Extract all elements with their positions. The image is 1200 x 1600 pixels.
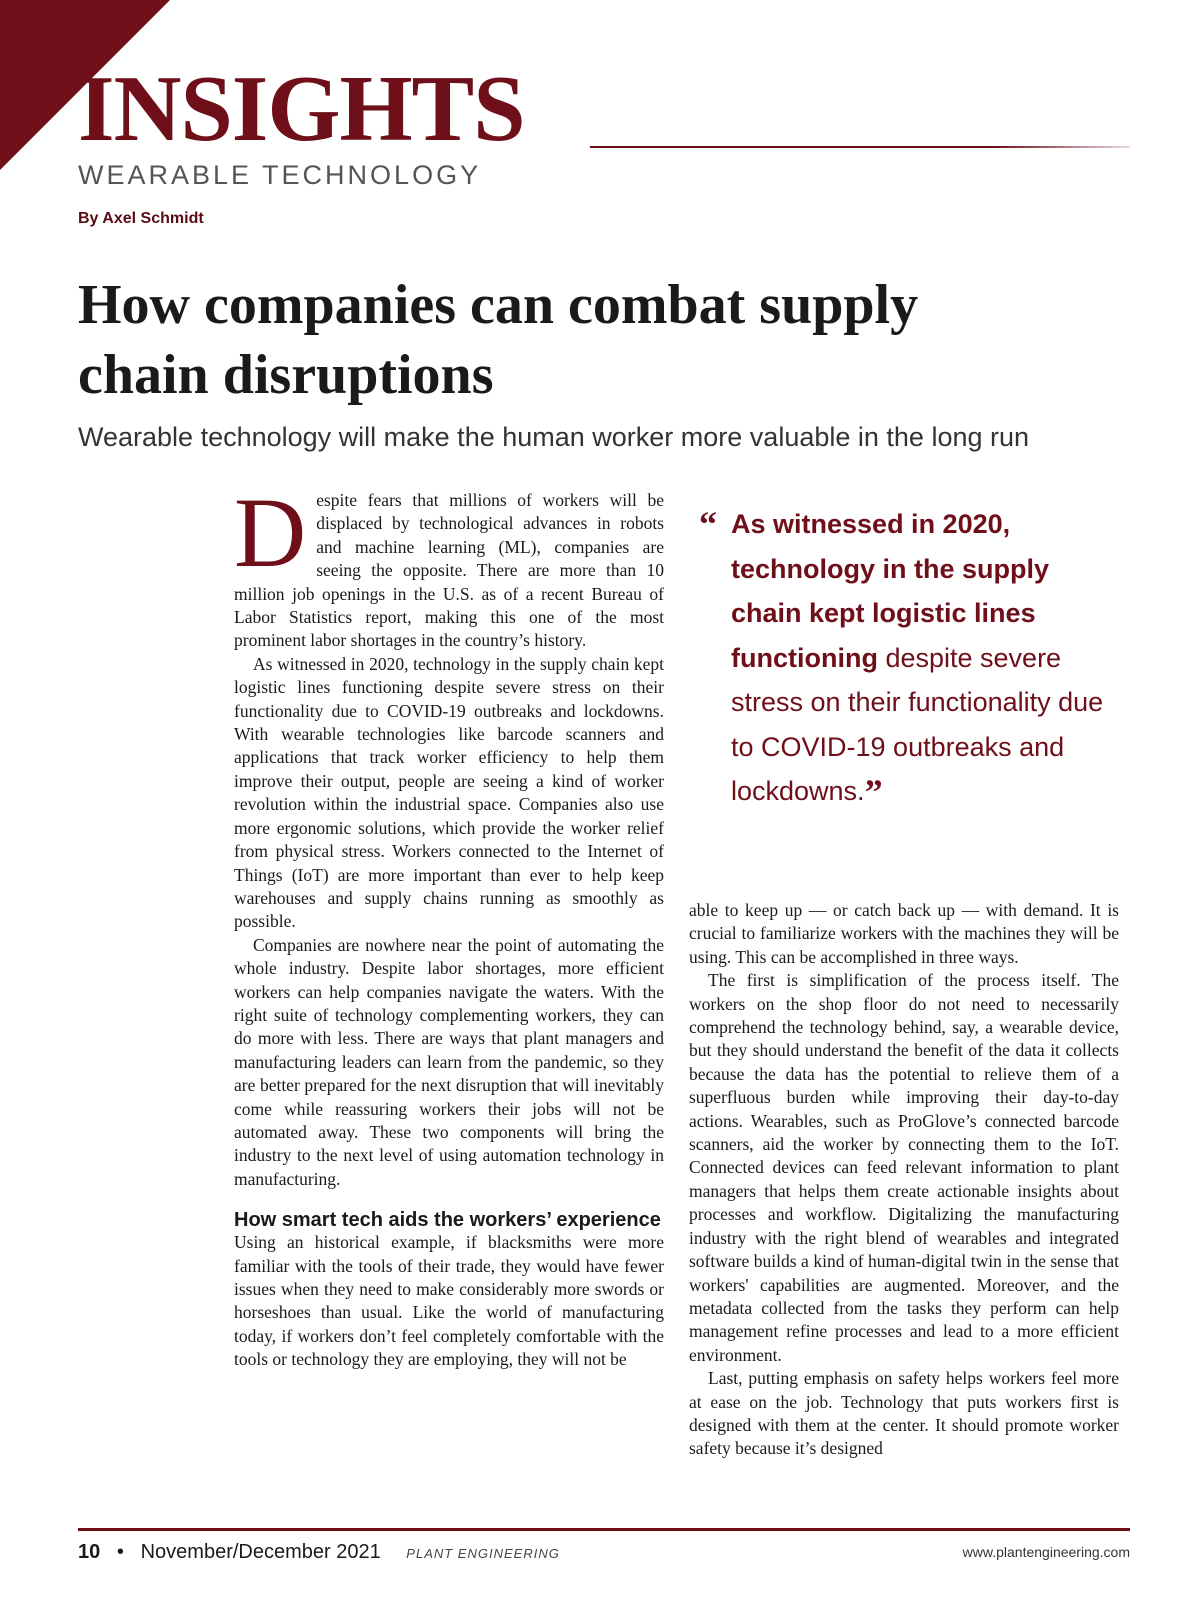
paragraph-7: Last, putting emphasis on safety helps workers feel more at ease on the job. Technology that puts workers first is designed with them at the center. It should promote worker safety because it’s designed	[689, 1368, 1119, 1459]
website-link[interactable]: www.plantengineering.com	[962, 1544, 1130, 1560]
page-number: 10	[78, 1541, 101, 1563]
page-footer	[78, 1541, 1130, 1565]
byline: By Axel Schmidt	[78, 210, 204, 227]
pull-quote-regular: despite severe stress on their functionality due to COVID-19 outbreaks and lockdowns.	[731, 642, 1104, 806]
close-quote-mark: ”	[864, 772, 883, 812]
article-subhead: How smart tech aids the workers’ experience	[234, 1209, 661, 1232]
pull-quote-text	[705, 502, 1125, 814]
paragraph-6: The first is simplification of the process itself. The workers on the shop floor do not need to necessarily comprehend the technology behind, say, a wearable device, but they should understand the benefit of the data it collects because the data has the potential to relieve them of a superfluous burden while improving their day-to-day actions. Wearables, such as ProGlove’s connected barcode scanners, aid the worker by connecting them to the IoT. Connected devices can feed relevant information to plant managers that helps them create actionable insights about processes and workflow. Digitalizing the manufacturing industry with the right blend of wearables and integrated software builds a kind of human-digital twin in the sense that workers' capabilities are augmented. Moreover, and the metadata collected from the tasks they perform can help management refine processes and lead to a more efficient environment.	[689, 970, 1119, 1365]
issue-date: November/December 2021	[140, 1541, 381, 1563]
section-title: INSIGHTS	[78, 57, 525, 161]
right-column	[689, 899, 1119, 1461]
footer-rule	[78, 1528, 1130, 1531]
paragraph-2: As witnessed in 2020, technology in the supply chain kept logistic lines functioning despite severe stress on their functionality due to COVID-19 outbreaks and lockdowns. With wearable technologies like barcode scanners and applications that track worker efficiency to help them improve their output, people are seeing a kind of worker revolution within the industrial space. Companies also use more ergonomic solutions, which provide the worker relief from physical stress. Workers connected to the Internet of Things (IoT) are more important than ever to help keep warehouses and supply chains running as smoothly as possible.	[234, 653, 664, 932]
left-column	[234, 477, 664, 1372]
pull-quote: “ As witnessed in 2020, technology in the supply chain kept logistic lines functioning despite severe stress on their functionality due to COVID-19 outbreaks and lockdowns.”	[705, 502, 1125, 814]
article-headline: How companies can combat supply chain disruptions	[78, 274, 919, 406]
paragraph-1: espite fears that millions of workers will be displaced by technological advances in robots and machine learning (ML), companies are seeing the opposite. There are more than 10 million job openings in the U.S. as of a recent Bureau of Labor Statistics report, making this one of the most prominent labor shortages in the country’s history.	[234, 490, 664, 651]
header-rule	[590, 146, 1130, 148]
footer-bullet: •	[116, 1541, 124, 1563]
drop-cap: D	[234, 477, 307, 588]
paragraph-4: Using an historical example, if blacksmiths were more familiar with the tools of their trade, they would have fewer issues when they need to make considerably more swords or horseshoes than usual. Like the world of manufacturing today, if workers don’t feel completely comfortable with the tools or technology they are employing, they will not be	[234, 1232, 664, 1370]
pull-quote-bold: As witnessed in 2020, technology in the supply chain kept logistic lines functioning	[731, 509, 1050, 673]
magazine-name: PLANT ENGINEERING	[406, 1546, 560, 1561]
paragraph-3: Companies are nowhere near the point of automating the whole industry. Despite labor shortages, more efficient workers can help companies navigate the waters. With the right suite of technology complementing workers, they can do more with less. There are ways that plant managers and manufacturing leaders can learn from the pandemic, so they are better prepared for the next disruption that will inevitably come while reassuring workers their jobs will not be automated away. These two components will bring the industry to the next level of using automation technology in manufacturing.	[234, 934, 664, 1189]
section-subtitle: WEARABLE TECHNOLOGY	[78, 160, 482, 190]
article-deck: Wearable technology will make the human worker more valuable in the long run	[78, 422, 1030, 452]
paragraph-5: able to keep up — or catch back up — with demand. It is crucial to familiarize workers with the machines they will be using. This can be accomplished in three ways.	[689, 900, 1119, 967]
